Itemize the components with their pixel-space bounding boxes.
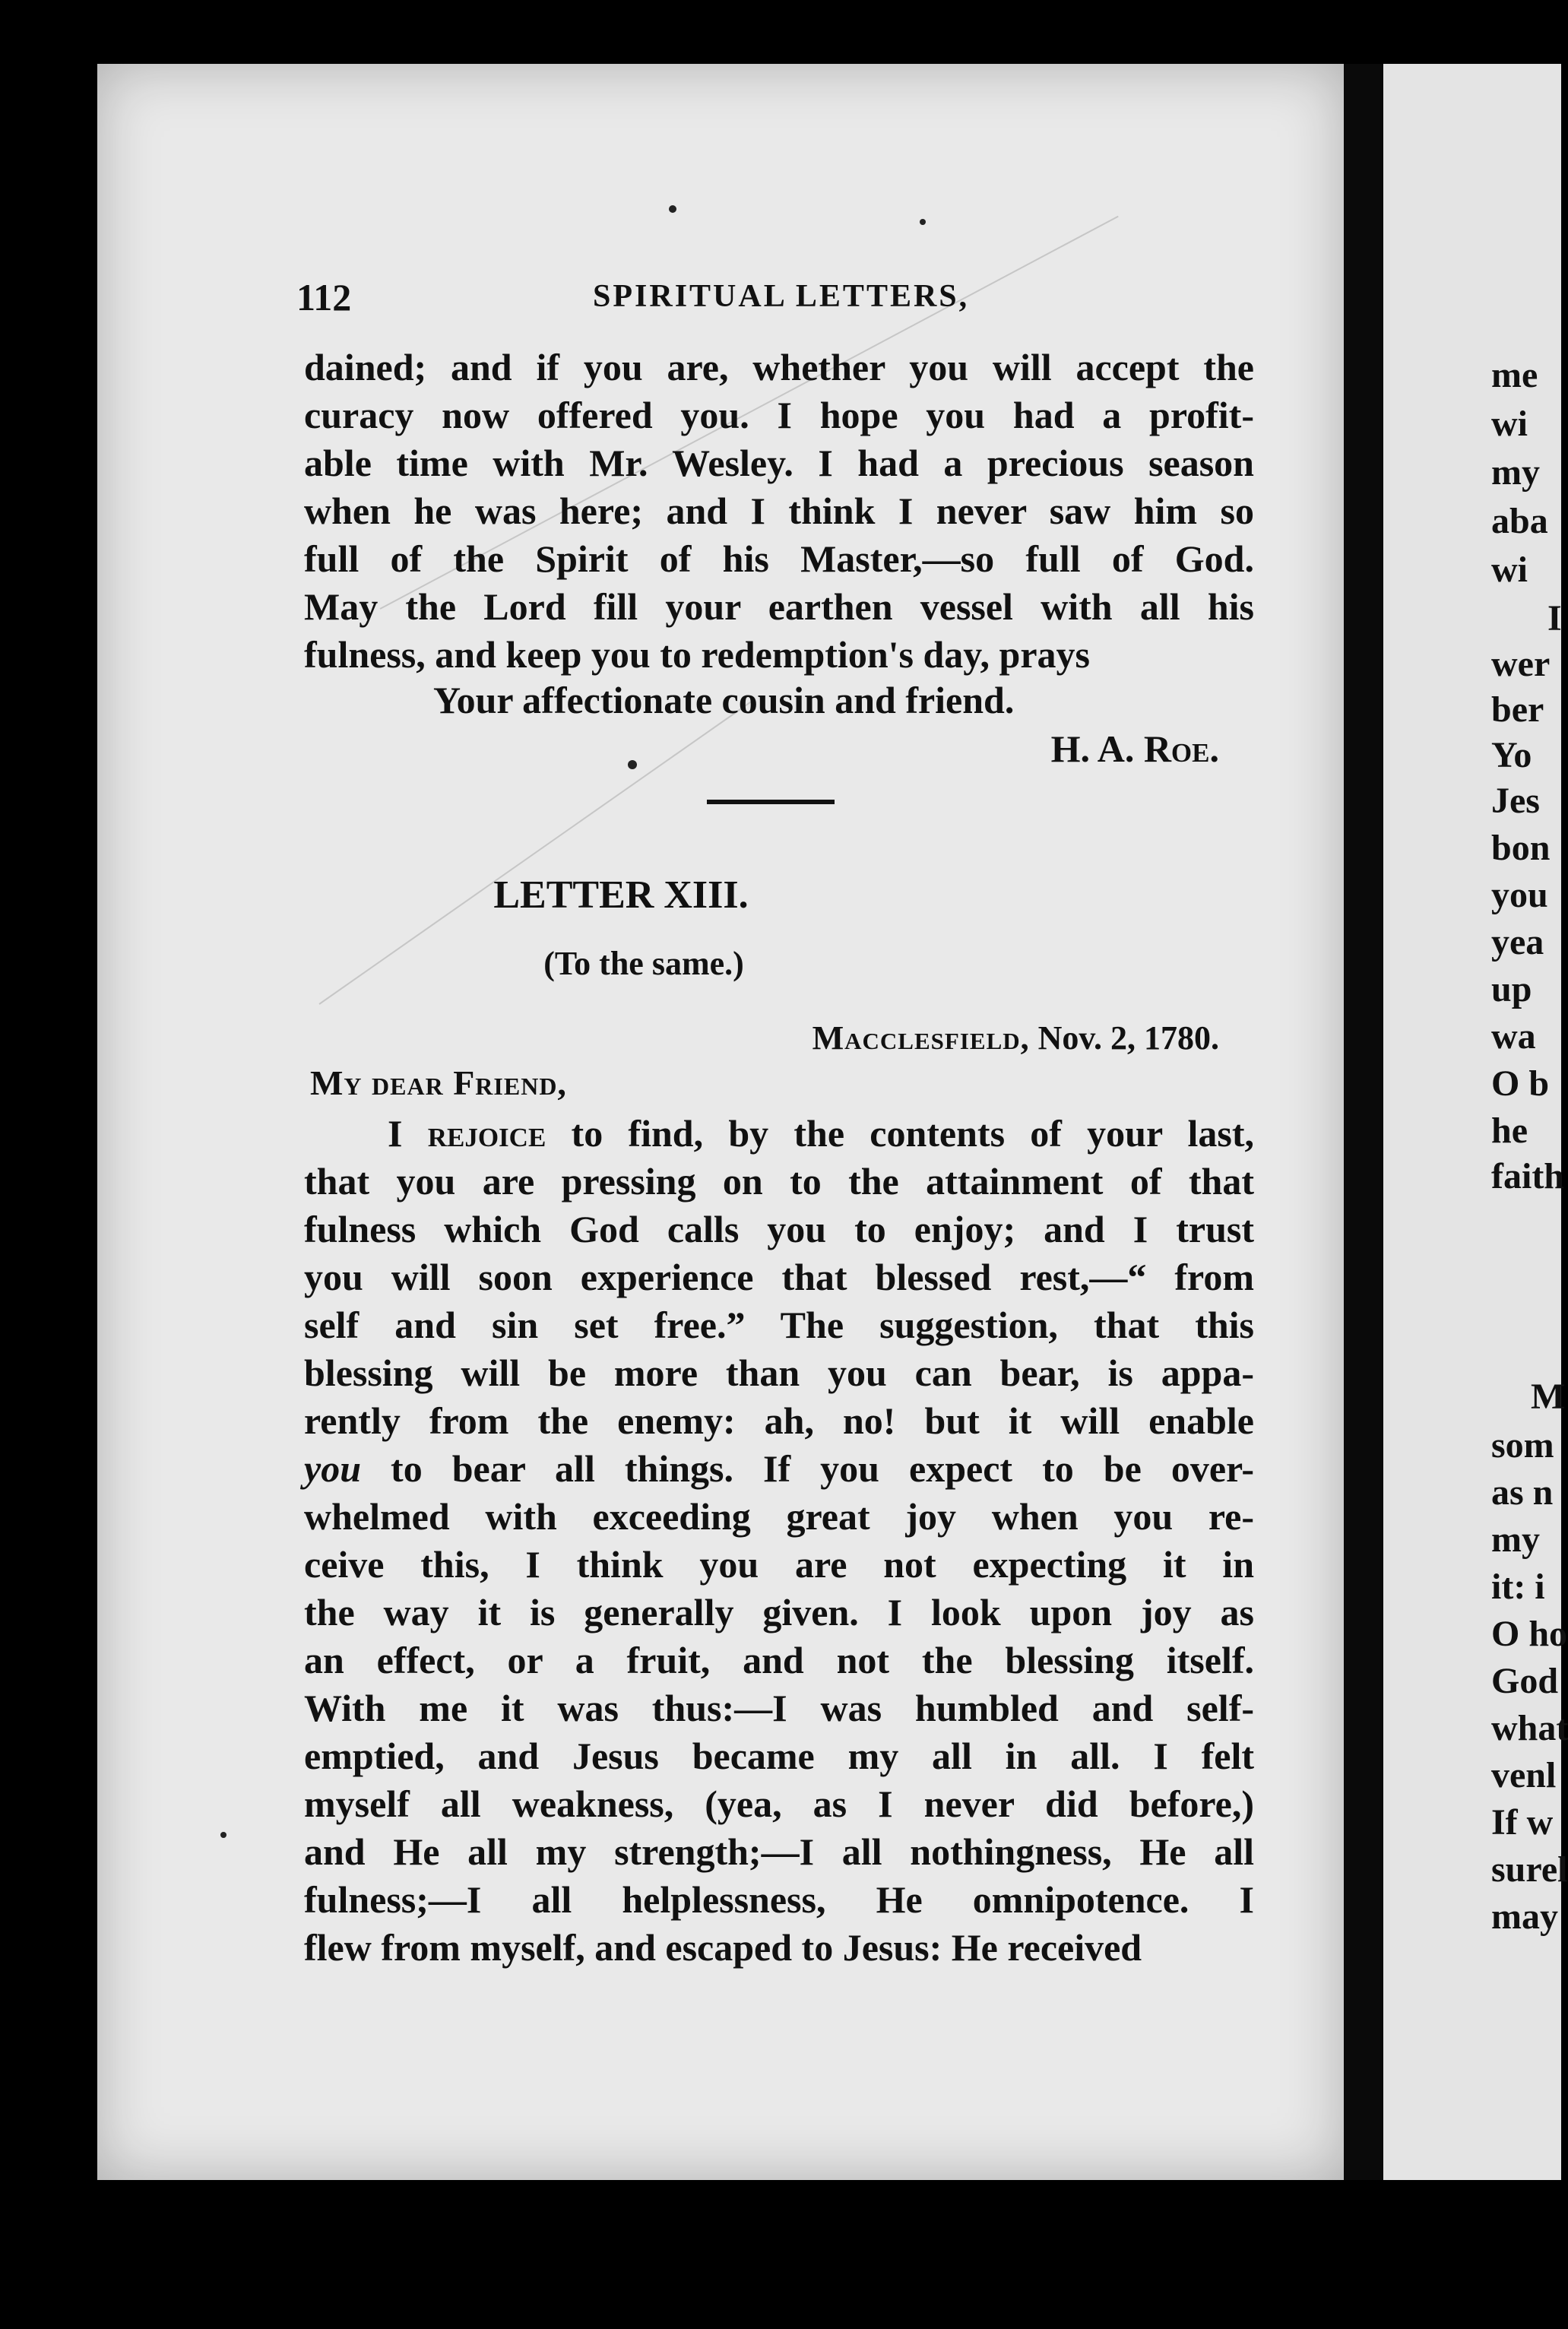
text-line: rently from the enemy: ah, no! but it will enable — [304, 1399, 1254, 1442]
facing-page-fragment: may — [1491, 1896, 1558, 1937]
facing-page-fragment: Jes — [1491, 781, 1540, 821]
text-line: self and sin set free.” The suggestion, that this — [304, 1304, 1254, 1346]
dateline-date: Nov. 2, 1780. — [1037, 1019, 1219, 1057]
letter-subheading: (To the same.) — [543, 945, 744, 982]
continuation-text — [304, 344, 1254, 679]
ink-speck — [220, 1832, 226, 1838]
facing-page-fragment: If w — [1491, 1802, 1554, 1843]
facing-page-fragment: my — [1491, 452, 1540, 493]
text-line: when he was here; and I think I never saw him so — [304, 490, 1254, 532]
facing-page-fragment: O b — [1491, 1063, 1550, 1104]
text-line: With me it was thus:—I was humbled and self- — [304, 1687, 1254, 1729]
emphasized-word: you — [304, 1447, 361, 1490]
letter-body — [304, 1110, 1254, 1972]
ink-speck — [669, 205, 676, 213]
text-line — [304, 1110, 1254, 1158]
text-line: ceive this, I think you are not expecting it in — [304, 1543, 1254, 1586]
facing-page-fragment: my — [1491, 1519, 1540, 1560]
text-line: myself all weakness, (yea, as I never did before,) — [304, 1782, 1254, 1825]
text-line: fulness which God calls you to enjoy; and I trust — [304, 1208, 1254, 1250]
facing-page-fragment: som — [1491, 1425, 1554, 1466]
text-line: you will soon experience that blessed rest,—“ from — [304, 1256, 1254, 1298]
facing-page-fragment: faith — [1491, 1156, 1564, 1196]
facing-page-fragment: God — [1491, 1661, 1559, 1701]
letter-closing: Your affectionate cousin and friend. — [433, 679, 1015, 721]
facing-page-fragment: wa — [1491, 1016, 1536, 1057]
text-line — [304, 1445, 1254, 1493]
facing-page-fragment: ber — [1491, 689, 1544, 730]
page-header — [296, 275, 1246, 321]
text-line: an effect, or a fruit, and not the blessing itself. — [304, 1639, 1254, 1681]
text-line: fulness;—I all helplessness, He omnipotence. I — [304, 1878, 1254, 1921]
text-line: whelmed with exceeding great joy when you re- — [304, 1495, 1254, 1538]
facing-page-fragment: what — [1491, 1708, 1568, 1748]
text-line: blessing will be more than you can bear, is appa- — [304, 1351, 1254, 1394]
opening-words: I rejoice — [388, 1112, 546, 1155]
facing-page-fragment: M — [1531, 1377, 1566, 1417]
text-line: full of the Spirit of his Master,—so full of God. — [304, 537, 1254, 580]
dateline-place: Macclesfield, — [812, 1019, 1030, 1057]
facing-page-fragment: wi — [1491, 404, 1528, 444]
facing-page-fragment: Yo — [1491, 735, 1532, 775]
facing-page-fragment: as n — [1491, 1472, 1554, 1513]
opening-line-rest: to find, by the contents of your last, — [546, 1112, 1254, 1155]
text-line: fulness, and keep you to redemption's day, prays — [304, 633, 1090, 676]
facing-page-fragment: O ho — [1491, 1614, 1568, 1654]
text-line: dained; and if you are, whether you will accept the — [304, 346, 1254, 388]
facing-page-fragment: wi — [1491, 550, 1528, 590]
text-line: curacy now offered you. I hope you had a profit- — [304, 394, 1254, 436]
text-line: able time with Mr. Wesley. I had a precious season — [304, 442, 1254, 484]
facing-page-fragment: I — [1547, 598, 1562, 638]
dateline — [813, 1019, 1219, 1057]
signature: H. A. Roe. — [1050, 727, 1219, 770]
salutation: My dear Friend, — [310, 1063, 567, 1102]
facing-page-fragment: wer — [1491, 644, 1551, 684]
facing-page-fragment: you — [1491, 875, 1548, 915]
text-line: flew from myself, and escaped to Jesus: He received — [304, 1926, 1142, 1969]
facing-page-fragment: venl — [1491, 1755, 1557, 1795]
section-divider — [707, 800, 835, 804]
page-number: 112 — [296, 276, 352, 318]
facing-page-fragment: up — [1491, 969, 1532, 1009]
facing-page-fragment: aba — [1491, 501, 1548, 541]
facing-page-fragment: it: i — [1491, 1567, 1545, 1607]
running-title: SPIRITUAL LETTERS, — [593, 279, 970, 314]
ink-speck — [628, 760, 637, 769]
facing-page-fragment: me — [1491, 355, 1538, 395]
text-line: the way it is generally given. I look upon joy as — [304, 1591, 1254, 1633]
facing-page-fragment: bon — [1491, 828, 1551, 868]
facing-page-fragment: he — [1491, 1111, 1528, 1151]
text-line: that you are pressing on to the attainment of that — [304, 1160, 1254, 1203]
facing-page-fragment: surel — [1491, 1849, 1568, 1890]
facing-page-fragment: yea — [1491, 922, 1544, 962]
ink-speck — [920, 219, 926, 225]
text-line: and He all my strength;—I all nothingness, He all — [304, 1830, 1254, 1873]
book-gutter — [1344, 64, 1383, 2180]
text-line: May the Lord fill your earthen vessel with all his — [304, 585, 1254, 628]
letter-heading: LETTER XIII. — [493, 873, 749, 917]
text-line: emptied, and Jesus became my all in all. I felt — [304, 1735, 1254, 1777]
text-line-rest: to bear all things. If you expect to be over- — [361, 1447, 1254, 1490]
